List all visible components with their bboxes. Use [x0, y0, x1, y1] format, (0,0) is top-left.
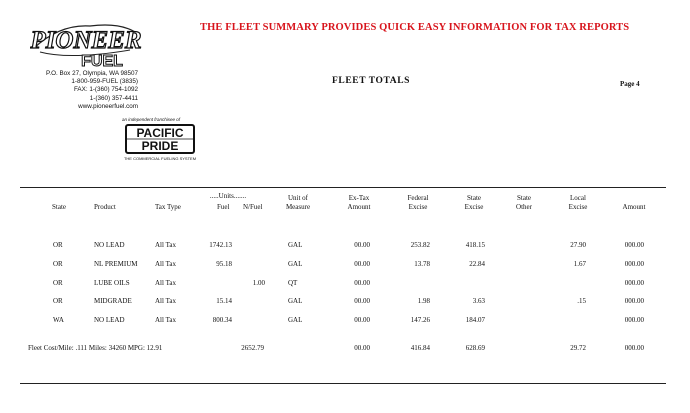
- cell-tax-type: All Tax: [155, 297, 176, 305]
- cell-federal: 13.78: [414, 260, 430, 268]
- header-fuel: Fuel: [217, 203, 230, 211]
- header-local-excise-line2: Excise: [568, 203, 588, 211]
- cell-federal: 1.98: [417, 297, 430, 305]
- header-unit-line2: Measure: [285, 203, 311, 211]
- header-federal-line2: Excise: [408, 203, 428, 211]
- pacific-pride-logo: [120, 123, 200, 163]
- logo-wordmark: PIONEER: [30, 27, 142, 54]
- cell-unit: GAL: [288, 297, 303, 305]
- cell-product: LUBE OILS: [94, 279, 130, 287]
- cell-state: WA: [53, 316, 64, 324]
- cell-state: OR: [53, 297, 63, 305]
- cell-federal: 147.26: [410, 316, 430, 324]
- top-divider: [20, 187, 666, 188]
- cell-extax: 00.00: [354, 241, 370, 249]
- address-line: FAX: 1-(360) 754-1092: [73, 86, 138, 94]
- franchise-note: an independent franchisee of: [122, 117, 181, 122]
- cell-fuel: 1742.13: [209, 241, 232, 249]
- cell-fuel: 95.18: [216, 260, 232, 268]
- cell-amount: 000.00: [624, 297, 644, 305]
- header-state-excise-line1: State: [467, 194, 481, 202]
- header-state-other-line2: Other: [516, 203, 532, 211]
- cell-fuel: 15.14: [216, 297, 232, 305]
- total-amount: 000.00: [624, 344, 644, 352]
- header-tax-type: Tax Type: [155, 203, 181, 211]
- cell-tax-type: All Tax: [155, 279, 176, 287]
- fleet-cost-summary: Fleet Cost/Mile: .111 Miles: 34260 MPG: 12.91: [28, 344, 163, 352]
- header-state-other-line1: State: [517, 194, 531, 202]
- cell-local-excise: 1.67: [573, 260, 586, 268]
- cell-local-excise: 27.90: [570, 241, 586, 249]
- cell-federal: 253.82: [410, 241, 430, 249]
- cell-state-excise: 22.84: [469, 260, 485, 268]
- cell-state-excise: 3.63: [472, 297, 485, 305]
- header-nfuel: N/Fuel: [243, 203, 263, 211]
- total-federal: 416.84: [410, 344, 430, 352]
- cell-unit: GAL: [288, 316, 303, 324]
- header-federal-line1: Federal: [407, 194, 429, 202]
- cell-product: NO LEAD: [94, 241, 125, 249]
- header-extax-line1: Ex-Tax: [348, 194, 370, 202]
- cell-amount: 000.00: [624, 241, 644, 249]
- page-title: FLEET TOTALS: [332, 76, 411, 86]
- header-unit-line1: Unit of: [287, 194, 309, 202]
- cell-extax: 00.00: [354, 297, 370, 305]
- cell-state-excise: 418.15: [465, 241, 485, 249]
- cell-product: NL PREMIUM: [94, 260, 138, 268]
- total-extax: 00.00: [354, 344, 370, 352]
- header-local-excise-line1: Local: [570, 194, 586, 202]
- cell-amount: 000.00: [624, 279, 644, 287]
- cell-extax: 00.00: [354, 260, 370, 268]
- total-state-excise: 628.69: [465, 344, 485, 352]
- pacific-pride-line2: PRIDE: [141, 139, 179, 153]
- cell-tax-type: All Tax: [155, 241, 176, 249]
- cell-fuel: 800.34: [212, 316, 232, 324]
- address-line: P.O. Box 27, Olympia, WA 98507: [45, 70, 138, 77]
- cell-product: NO LEAD: [94, 316, 125, 324]
- cell-state: OR: [53, 279, 63, 287]
- cell-unit: GAL: [288, 241, 303, 249]
- cell-extax: 00.00: [354, 316, 370, 324]
- page-number: Page 4: [620, 80, 640, 88]
- header-extax-line2: Amount: [347, 203, 371, 211]
- cell-product: MIDGRADE: [94, 297, 132, 305]
- cell-unit: QT: [288, 279, 298, 287]
- banner-text: THE FLEET SUMMARY PROVIDES QUICK EASY INFORMATION FOR TAX REPORTS: [200, 22, 630, 33]
- cell-state: OR: [53, 241, 63, 249]
- pioneer-fuel-logo: [30, 18, 142, 72]
- cell-local-excise: .15: [577, 297, 586, 305]
- header-amount: Amount: [622, 203, 646, 211]
- address-line: 1-(360) 357-4411: [89, 94, 138, 102]
- cell-amount: 000.00: [624, 316, 644, 324]
- cell-tax-type: All Tax: [155, 316, 176, 324]
- logo-subword: FUEL: [81, 53, 123, 70]
- pacific-pride-tagline: THE COMMERCIAL FUELING SYSTEM: [123, 156, 197, 161]
- address-line: 1-800-959-FUEL (3835): [71, 78, 138, 86]
- cell-state: OR: [53, 260, 63, 268]
- pacific-pride-line1: PACIFIC: [136, 126, 184, 140]
- cell-nfuel: 1.00: [252, 279, 265, 287]
- header-product: Product: [94, 203, 116, 211]
- header-state: State: [52, 203, 66, 211]
- cell-extax: 00.00: [354, 279, 370, 287]
- cell-amount: 000.00: [624, 260, 644, 268]
- address-line: www.pioneerfuel.com: [78, 102, 138, 110]
- bottom-divider: [20, 383, 666, 384]
- address-block: [38, 70, 138, 111]
- total-fuel: 2652.79: [241, 344, 264, 352]
- cell-state-excise: 184.07: [465, 316, 485, 324]
- units-group-header: .....Units.......: [209, 192, 247, 200]
- total-local-excise: 29.72: [570, 344, 586, 352]
- cell-unit: GAL: [288, 260, 303, 268]
- header-state-excise-line2: Excise: [464, 203, 484, 211]
- cell-tax-type: All Tax: [155, 260, 176, 268]
